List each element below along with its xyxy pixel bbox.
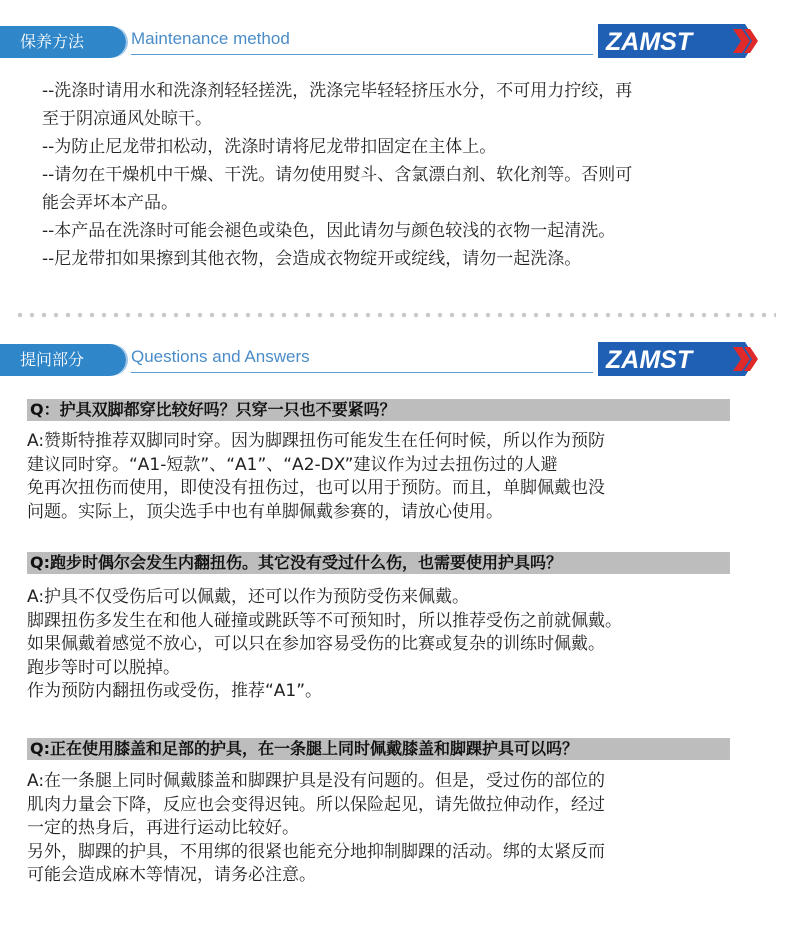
maintenance-tab: 保养方法 xyxy=(0,26,126,58)
answer-line: 脚踝扭伤多发生在和他人碰撞或跳跃等不可预知时，所以推荐受伤之前就佩戴。 xyxy=(27,610,622,631)
maintenance-subtitle: Maintenance method xyxy=(131,29,290,48)
zamst-logo xyxy=(598,342,761,376)
answer-line: 如果佩戴着感觉不放心，可以只在参加容易受伤的比赛或复杂的训练时佩戴。 xyxy=(27,634,605,654)
answer-line: A:在一条腿上同时佩戴膝盖和脚踝护具是没有问题的。但是，受过伤的部位的 xyxy=(27,771,606,791)
answer-line: 免再次扭伤而使用，即使没有扭伤过，也可以用于预防。而且，单脚佩戴也没 xyxy=(27,478,605,498)
maintenance-line: --为防止尼龙带扣松动，洗涤时请将尼龙带扣固定在主体上。 xyxy=(42,137,497,157)
answer-line: 一定的热身后，再进行运动比较好。 xyxy=(27,818,299,838)
answer-block xyxy=(27,770,737,888)
answer-line: 作为预防内翻扭伤或受伤，推荐“A1”。 xyxy=(27,681,323,701)
dotted-separator xyxy=(14,311,776,319)
qa-header xyxy=(0,342,790,382)
header-divider xyxy=(131,372,593,373)
answer-block xyxy=(27,430,737,524)
answer-line: 肌肉力量会下降，反应也会变得迟钝。所以保险起见，请先做拉伸动作，经过 xyxy=(27,794,605,815)
answer-line: A:护具不仅受伤后可以佩戴，还可以作为预防受伤来佩戴。 xyxy=(27,587,470,607)
header-divider xyxy=(131,54,593,55)
maintenance-line: --本产品在洗涤时可能会褪色或染色，因此请勿与颜色较浅的衣物一起清洗。 xyxy=(42,221,616,241)
question-bar: Q：护具双脚都穿比较好吗？只穿一只也不要紧吗？ xyxy=(27,399,730,421)
maintenance-line: 至于阴凉通风处晾干。 xyxy=(42,109,212,129)
qa-tab: 提问部分 xyxy=(0,344,126,376)
answer-block xyxy=(27,586,737,704)
answer-line: A:赞斯特推荐双脚同时穿。因为脚踝扭伤可能发生在任何时候，所以作为预防 xyxy=(27,431,606,451)
question-bar: Q:跑步时偶尔会发生内翻扭伤。其它没有受过什么伤，也需要使用护具吗？ xyxy=(27,552,730,574)
answer-line: 另外，脚踝的护具，不用绑的很紧也能充分地抑制脚踝的活动。绑的太紧反而 xyxy=(27,841,605,862)
maintenance-line: --请勿在干燥机中干燥、干洗。请勿使用熨斗、含氯漂白剂、软化剂等。否则可 xyxy=(42,165,633,185)
maintenance-header xyxy=(0,24,790,64)
question-bar: Q:正在使用膝盖和足部的护具，在一条腿上同时佩戴膝盖和脚踝护具可以吗？ xyxy=(27,738,730,760)
answer-line: 建议同时穿。“A1-短款”、“A1”、“A2-DX”建议作为过去扭伤过的人避 xyxy=(27,454,558,475)
zamst-logo xyxy=(598,24,761,58)
answer-line: 跑步等时可以脱掉。 xyxy=(27,657,180,678)
maintenance-instructions xyxy=(42,77,772,273)
maintenance-line: 能会弄坏本产品。 xyxy=(42,193,178,213)
answer-line: 问题。实际上，顶尖选手中也有单脚佩戴参赛的，请放心使用。 xyxy=(27,501,503,522)
svg-text:ZAMST: ZAMST xyxy=(606,346,693,374)
svg-text:ZAMST: ZAMST xyxy=(606,28,693,56)
maintenance-line: --尼龙带扣如果擦到其他衣物，会造成衣物绽开或绽线，请勿一起洗涤。 xyxy=(42,249,582,269)
qa-subtitle: Questions and Answers xyxy=(131,347,310,366)
answer-line: 可能会造成麻木等情况，请务必注意。 xyxy=(27,865,316,885)
maintenance-line: --洗涤时请用水和洗涤剂轻轻搓洗，洗涤完毕轻轻挤压水分，不可用力拧绞，再 xyxy=(42,81,633,101)
